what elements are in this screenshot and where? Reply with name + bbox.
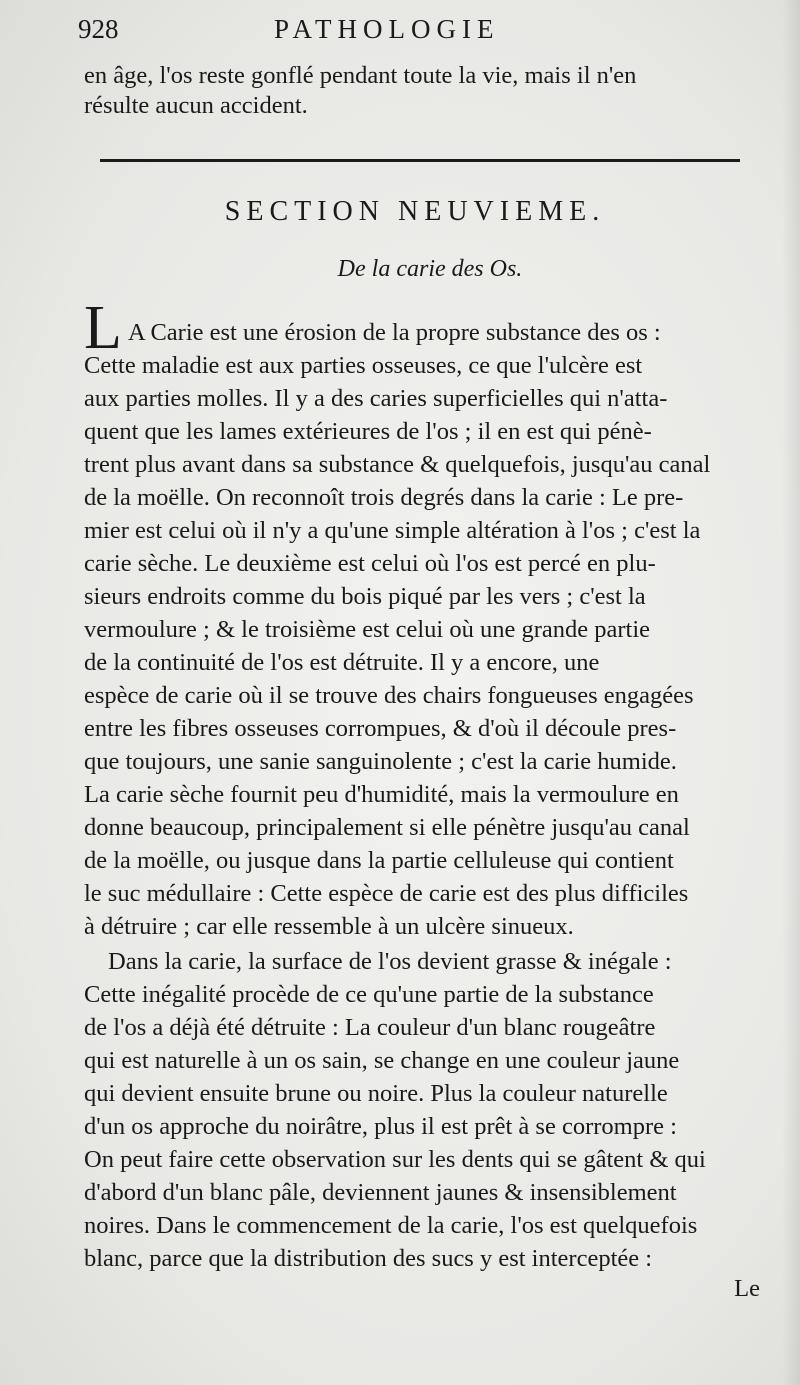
text-line: de la moëlle, ou jusque dans la partie celluleuse qui contient xyxy=(84,847,674,874)
text-line: d'abord d'un blanc pâle, deviennent jaunes & insensiblement xyxy=(84,1179,677,1206)
text-line: On peut faire cette observation sur les dents qui se gâtent & qui xyxy=(84,1146,706,1173)
text-line: espèce de carie où il se trouve des chairs fongueuses engagées xyxy=(84,682,694,709)
text-line: à détruire ; car elle ressemble à un ulcère sinueux. xyxy=(84,913,574,940)
text-line: La carie sèche fournit peu d'humidité, mais la vermoulure en xyxy=(84,781,679,808)
text-line: d'un os approche du noirâtre, plus il est prêt à se corrompre : xyxy=(84,1113,677,1140)
text-line: blanc, parce que la distribution des sucs y est interceptée : xyxy=(84,1245,653,1272)
text-line: de la moëlle. On reconnoît trois degrés dans la carie : Le pre- xyxy=(84,484,684,511)
drop-cap: L xyxy=(84,294,122,362)
running-head: PATHOLOGIE xyxy=(274,14,500,44)
page-number: 928 xyxy=(78,14,119,44)
catchword: Le xyxy=(734,1275,760,1302)
text-line: trent plus avant dans sa substance & quelquefois, jusqu'au canal xyxy=(84,451,711,478)
text-line: mier est celui où il n'y a qu'une simple altération à l'os ; c'est la xyxy=(84,517,701,544)
text-line: en âge, l'os reste gonflé pendant toute la vie, mais il n'en xyxy=(84,62,637,89)
text-line: qui est naturelle à un os sain, se change en une couleur jaune xyxy=(84,1047,680,1074)
text-line: Cette maladie est aux parties osseuses, ce que l'ulcère est xyxy=(84,352,643,379)
text-line: de la continuité de l'os est détruite. Il y a encore, une xyxy=(84,649,600,676)
page-header xyxy=(78,12,760,52)
section-divider-rule xyxy=(100,159,740,162)
text-line: résulte aucun accident. xyxy=(84,92,308,119)
text-line: noires. Dans le commencement de la carie, l'os est quelquefois xyxy=(84,1212,698,1239)
text-line: Dans la carie, la surface de l'os devient grasse & inégale : xyxy=(108,948,672,975)
text-line: que toujours, une sanie sanguinolente ; c'est la carie humide. xyxy=(84,748,677,775)
section-subtitle: De la carie des Os. xyxy=(337,256,523,282)
section-title: SECTION NEUVIEME. xyxy=(224,196,606,227)
text-line: le suc médullaire : Cette espèce de carie est des plus difficiles xyxy=(84,880,689,907)
text-line: entre les fibres osseuses corrompues, & d'où il découle pres- xyxy=(84,715,677,742)
text-line: donne beaucoup, principalement si elle pénètre jusqu'au canal xyxy=(84,814,690,841)
text-line: carie sèche. Le deuxième est celui où l'os est percé en plu- xyxy=(84,550,656,577)
text-line: qui devient ensuite brune ou noire. Plus la couleur naturelle xyxy=(84,1080,668,1107)
text-line: quent que les lames extérieures de l'os ; il en est qui pénè- xyxy=(84,418,652,445)
text-line: de l'os a déjà été détruite : La couleur d'un blanc rougeâtre xyxy=(84,1014,656,1041)
text-line: A Carie est une érosion de la propre substance des os : xyxy=(128,319,661,346)
text-line: aux parties molles. Il y a des caries superficielles qui n'atta- xyxy=(84,385,668,412)
text-line: Cette inégalité procède de ce qu'une partie de la substance xyxy=(84,981,654,1008)
page-edge-shadow xyxy=(782,0,800,1385)
text-line: vermoulure ; & le troisième est celui où une grande partie xyxy=(84,616,651,643)
text-line: sieurs endroits comme du bois piqué par les vers ; c'est la xyxy=(84,583,646,610)
